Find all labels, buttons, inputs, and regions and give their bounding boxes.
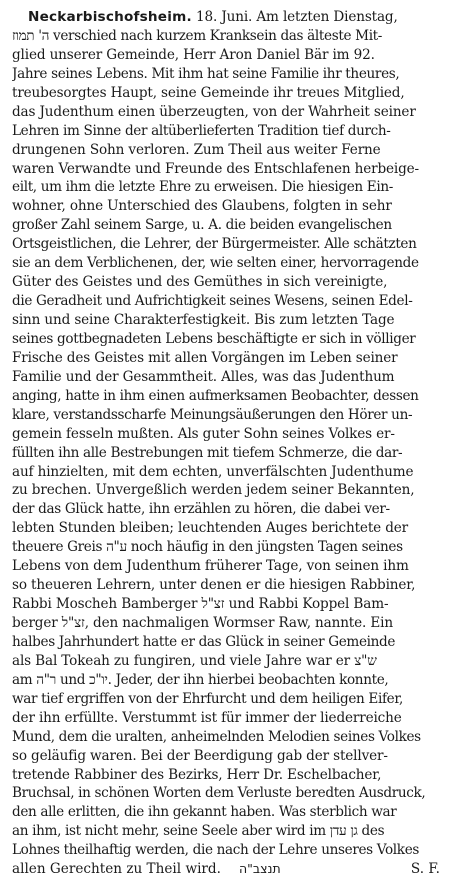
article-line-35: als Bal Tokeah zu fungiren, und viele Jahre war er ש"צ [12, 652, 377, 669]
article-line-25: auf hinzielten, mit dem echten, unverfälschten Judenthume [12, 463, 414, 480]
article-line-7: Lehren im Sinne der altüberlieferten Tradition tief durch- [12, 122, 391, 139]
article-line-3: glied unserer Gemeinde, Herr Aron Daniel Bär im 92. [12, 46, 375, 63]
article-line-14: sie an dem Verblichenen, der, wie selten einer, hervorragende [12, 255, 419, 272]
article-line-30: Lebens von dem Judenthum früherer Tage, von seinen ihm [12, 558, 409, 575]
article-line-4: Jahre seines Lebens. Mit ihm hat seine Familie ihr theures, [12, 65, 400, 82]
article-line-15: Güter des Geistes und des Gemüthes in sich vereinigte, [12, 274, 388, 291]
article-line-12: großer Zahl seinem Sarge, u. A. die beiden evangelischen [12, 217, 392, 234]
article-line-8: drungenen Sohn verloren. Zum Theil aus weiter Ferne [12, 141, 381, 158]
article-line-23: gemein fesseln mußten. Als guter Sohn seines Volkes er- [12, 425, 395, 442]
article-line-5: treubesorgtes Haupt, seine Gemeinde ihr treues Mitglied, [12, 84, 405, 101]
article-line-9: waren Verwandte und Freunde des Entschlafenen herbeige- [12, 160, 419, 177]
article-line-11: wohner, ohne Unterschied des Glaubens, folgten in sehr [12, 198, 392, 215]
article-line-32: Rabbi Moscheh Bamberger זצ"ל und Rabbi Koppel Bam- [12, 596, 389, 613]
closing-formula: תנצב"ה [238, 861, 281, 877]
article-line-19: Frische des Geistes mit allen Vorgängen im Leben seiner [12, 349, 398, 366]
article-line-44: an ihm, ist nicht mehr, seine Seele aber wird im גן עדן des [12, 823, 385, 840]
article-line-42: Bruchsal, in schönen Worten dem Verluste beredten Ausdruck, [12, 785, 426, 802]
article-line-28: lebten Stunden bleiben; leuchtenden Auges berichtete der [12, 520, 408, 537]
article-closing-line [12, 860, 442, 879]
article-line-18: seines gottbegnadeten Lebens beschäftigte er sich in völliger [12, 330, 416, 347]
article-line-17: sinn und seine Charakterfestigkeit. Bis zum letzten Tage [12, 312, 395, 328]
article-line-2: ה' תמוז verschied nach kurzem Kranksein das älteste Mit- [12, 27, 383, 44]
article-line-34: halbes Jahrhundert hatte er das Glück in seiner Gemeinde [12, 633, 396, 650]
author-signature: S. F. [410, 861, 440, 878]
article-line-29: theuere Greis ע"ה noch häufig in den jüngsten Tagen seines [12, 539, 403, 556]
article-line-27: der das Glück hatte, ihn erzählen zu hören, die dabei ver- [12, 501, 390, 518]
article-line-1 [12, 8, 442, 27]
article-line-43: den alle erlitten, die ihn gekannt haben. Was sterblich war [12, 804, 397, 821]
article-line-31: so theueren Lehrern, unter denen er die hiesigen Rabbiner, [12, 577, 416, 594]
article-line-10: eilt, um ihm die letzte Ehre zu erweisen. Die hiesigen Ein- [12, 179, 394, 196]
place-name: Neckarbischofsheim. [28, 9, 192, 25]
article-line-6: das Judenthum einen überzeugten, von der Wahrheit seiner [12, 103, 416, 120]
date-text: 18. Juni. Am letzten Dienstag, [196, 9, 398, 25]
article-line-16: die Geradheit und Aufrichtigkeit seines Wesens, seinen Edel- [12, 293, 413, 310]
article-line-36: am ר"ה und יו"כ. Jeder, der ihn hierbei beobachten konnte, [12, 671, 389, 688]
article-line-22: klare, verstandsscharfe Meinungsäußerungen den Hörer un- [12, 406, 413, 423]
article-line-41: tretende Rabbiner des Bezirks, Herr Dr. Eschelbacher, [12, 766, 382, 783]
article-line-13: Ortsgeistlichen, die Lehrer, der Bürgermeister. Alle schätzten [12, 236, 417, 253]
article-line-20: Familie und der Gesammtheit. Alles, was das Judenthum [12, 368, 395, 385]
article-line-37: war tief ergriffen von der Ehrfurcht und dem heiligen Eifer, [12, 690, 403, 707]
article-line-21: anging, hatte in ihm einen aufmerksamen Beobachter, dessen [12, 387, 419, 404]
article-line-24: füllten ihn alle Bestrebungen mit tiefem Schmerze, die dar- [12, 444, 403, 461]
article-line-45: Lohnes theilhaftig werden, die nach der Lehre unseres Volkes [12, 842, 420, 859]
article-line-40: so geläufig waren. Bei der Beerdigung gab der stellver- [12, 747, 388, 764]
closing-sentence: allen Gerechten zu Theil wird. [12, 861, 221, 878]
article-line-26: zu brechen. Unvergeßlich werden jedem seiner Bekannten, [12, 482, 415, 499]
article-line-38: der ihn erfüllte. Verstummt ist für immer der liederreiche [12, 709, 402, 726]
article-line-33: berger זצ"ל, den nachmaligen Wormser Raw, nannte. Ein [12, 615, 393, 631]
article-line-39: Mund, dem die uralten, anheimelnden Melodien seines Volkes [12, 728, 421, 745]
